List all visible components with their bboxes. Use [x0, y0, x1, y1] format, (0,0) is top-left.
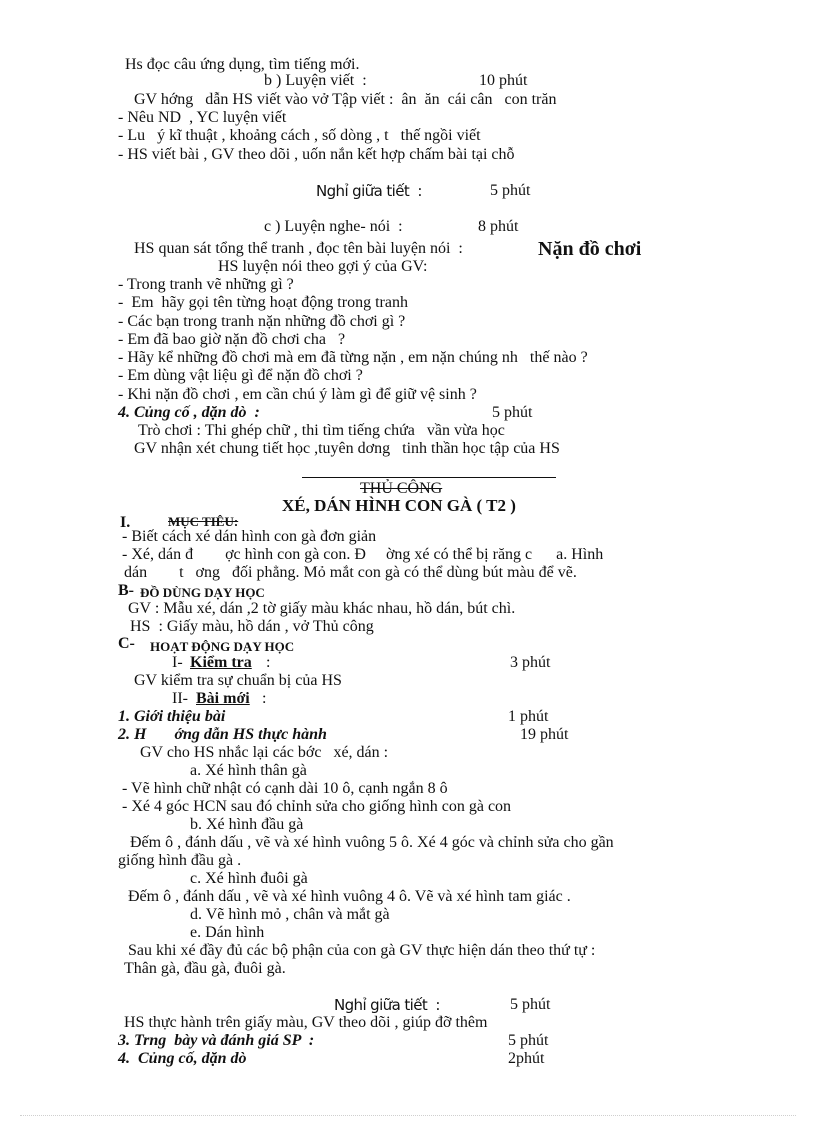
- text-line-l09: 5 phút: [490, 182, 531, 199]
- text-line-l35: GV : Mẫu xé, dán ,2 tờ giấy màu khác nhau, hồ dán, bút chì.: [128, 600, 516, 617]
- text-line-l33: B-: [118, 582, 134, 599]
- text-line-l03: 10 phút: [479, 72, 528, 89]
- text-line-l34: ĐỒ DÙNG DẠY HỌC: [140, 585, 265, 600]
- text-line-l06: - Lu ý kĩ thuật , khoảng cách , số dòng , t thế ngồi viết: [118, 127, 481, 144]
- text-line-l67: 3. Trng bày và đánh giá SP :: [118, 1032, 315, 1049]
- text-line-l30: - Biết cách xé dán hình con gà đơn giản: [118, 528, 377, 545]
- text-line-l17: - Các bạn trong tranh nặn những đồ chơi gì ?: [118, 313, 406, 330]
- text-line-l31: - Xé, dán đ ợc hình con gà con. Đ ờng xé có thể bị răng c a. Hình: [118, 546, 604, 563]
- text-line-l23: 5 phút: [492, 404, 533, 421]
- text-line-l13: Nặn đồ chơi: [538, 238, 642, 260]
- text-line-l58: c. Xé hình đuôi gà: [190, 870, 308, 887]
- text-line-l40: Kiểm tra: [190, 654, 252, 671]
- text-line-l63: Thân gà, đầu gà, đuôi gà.: [124, 960, 286, 977]
- text-line-l22: 4. Củng cố , dặn dò :: [118, 404, 260, 421]
- text-line-l43: GV kiểm tra sự chuẩn bị của HS: [134, 672, 342, 689]
- text-line-l60: d. Vẽ hình mỏ , chân và mắt gà: [190, 906, 390, 923]
- text-line-l26: THỦ CÔNG: [360, 480, 443, 497]
- text-line-l21: - Khi nặn đồ chơi , em cần chú ý làm gì để giữ vệ sinh ?: [118, 386, 477, 403]
- text-line-l12: HS quan sát tổng thể tranh , đọc tên bài luyện nói :: [134, 240, 463, 257]
- text-line-l68: 5 phút: [508, 1032, 549, 1049]
- text-line-l51: GV cho HS nhắc lại các bớc xé, dán :: [140, 744, 389, 761]
- text-line-l11: 8 phút: [478, 218, 519, 235]
- text-line-l50: 19 phút: [520, 726, 569, 743]
- text-line-l05: - Nêu ND , YC luyện viết: [118, 109, 287, 126]
- text-line-l37: C-: [118, 635, 135, 652]
- text-line-l65: 5 phút: [510, 996, 551, 1013]
- text-line-l49: 2. H ớng dẫn HS thực hành: [118, 726, 327, 743]
- text-line-l25: GV nhận xét chung tiết học ,tuyên dơng tinh thần học tập của HS: [134, 440, 560, 457]
- text-line-l61: e. Dán hình: [190, 924, 265, 941]
- text-line-l64: Nghỉ giữa tiết :: [334, 996, 440, 1014]
- text-line-l62: Sau khi xé đầy đủ các bộ phận của con gà GV thực hiện dán theo thứ tự :: [128, 942, 596, 959]
- text-line-l69: 4. Củng cố, dặn dò: [118, 1050, 247, 1067]
- text-line-l20: - Em dùng vật liệu gì để nặn đồ chơi ?: [118, 367, 363, 384]
- text-line-l41: :: [258, 654, 271, 671]
- text-line-l53: - Vẽ hình chữ nhật có cạnh dài 10 ô, cạnh ngắn 8 ô: [118, 780, 448, 797]
- text-line-l48: 1 phút: [508, 708, 549, 725]
- text-line-l07: - HS viết bài , GV theo dõi , uốn nắn kết hợp chấm bài tại chỗ: [118, 146, 515, 163]
- text-line-l28: I.: [120, 514, 131, 531]
- text-line-l16: - Em hãy gọi tên từng hoạt động trong tranh: [118, 294, 408, 311]
- text-line-l36: HS : Giấy màu, hồ dán , vở Thủ công: [130, 618, 374, 635]
- text-line-l45: Bài mới: [196, 690, 250, 707]
- text-line-l55: b. Xé hình đầu gà: [190, 816, 304, 833]
- page-bottom-edge: [20, 1115, 796, 1116]
- text-line-l29: MỤC TIÊU:: [168, 514, 239, 529]
- text-line-l32: dán t ơng đối phẳng. Mỏ mắt con gà có thể dùng bút màu để vẽ.: [124, 564, 577, 581]
- text-line-l10: c ) Luyện nghe- nói :: [264, 218, 403, 235]
- text-line-l15: - Trong tranh vẽ những gì ?: [118, 276, 294, 293]
- text-line-l04: GV hớng dẫn HS viết vào vở Tập viết : ân ăn cái cân con trăn: [134, 91, 557, 108]
- text-line-l54: - Xé 4 góc HCN sau đó chỉnh sửa cho giống hình con gà con: [118, 798, 512, 815]
- text-line-l47: 1. Giới thiệu bài: [118, 708, 226, 725]
- text-line-l46: :: [258, 690, 267, 707]
- text-line-l70: 2phút: [508, 1050, 545, 1067]
- text-line-l66: HS thực hành trên giấy màu, GV theo dõi , giúp đỡ thêm: [124, 1014, 488, 1031]
- text-line-l39: I-: [172, 654, 187, 671]
- text-line-l52: a. Xé hình thân gà: [190, 762, 307, 779]
- text-line-l08: Nghỉ giữa tiết :: [316, 182, 422, 200]
- text-line-l01: Hs đọc câu ứng dụng, tìm tiếng mới.: [125, 56, 360, 73]
- text-line-l19: - Hãy kể những đồ chơi mà em đã từng nặn , em nặn chúng nh thế nào ?: [118, 349, 588, 366]
- text-line-l56: Đếm ô , đánh dấu , vẽ và xé hình vuông 5 ô. Xé 4 góc và chỉnh sửa cho gần: [130, 834, 614, 851]
- text-line-l27: XÉ, DÁN HÌNH CON GÀ ( T2 ): [282, 496, 516, 515]
- text-line-l14: HS luyện nói theo gợi ý của GV:: [218, 258, 428, 275]
- text-line-l24: Trò chơi : Thi ghép chữ , thi tìm tiếng chứa vần vừa học: [138, 422, 505, 439]
- text-line-l59: Đếm ô , đánh dấu , vẽ và xé hình vuông 4 ô. Vẽ và xé hình tam giác .: [128, 888, 571, 905]
- text-line-l02: b ) Luyện viết :: [264, 72, 367, 89]
- text-line-l18: - Em đã bao giờ nặn đồ chơi cha ?: [118, 331, 346, 348]
- section-divider: [302, 477, 556, 478]
- text-line-l44: II-: [172, 690, 192, 707]
- text-line-l42: 3 phút: [510, 654, 551, 671]
- text-line-l57: giống hình đầu gà .: [118, 852, 242, 869]
- text-line-l38: HOẠT ĐỘNG DẠY HỌC: [150, 639, 295, 654]
